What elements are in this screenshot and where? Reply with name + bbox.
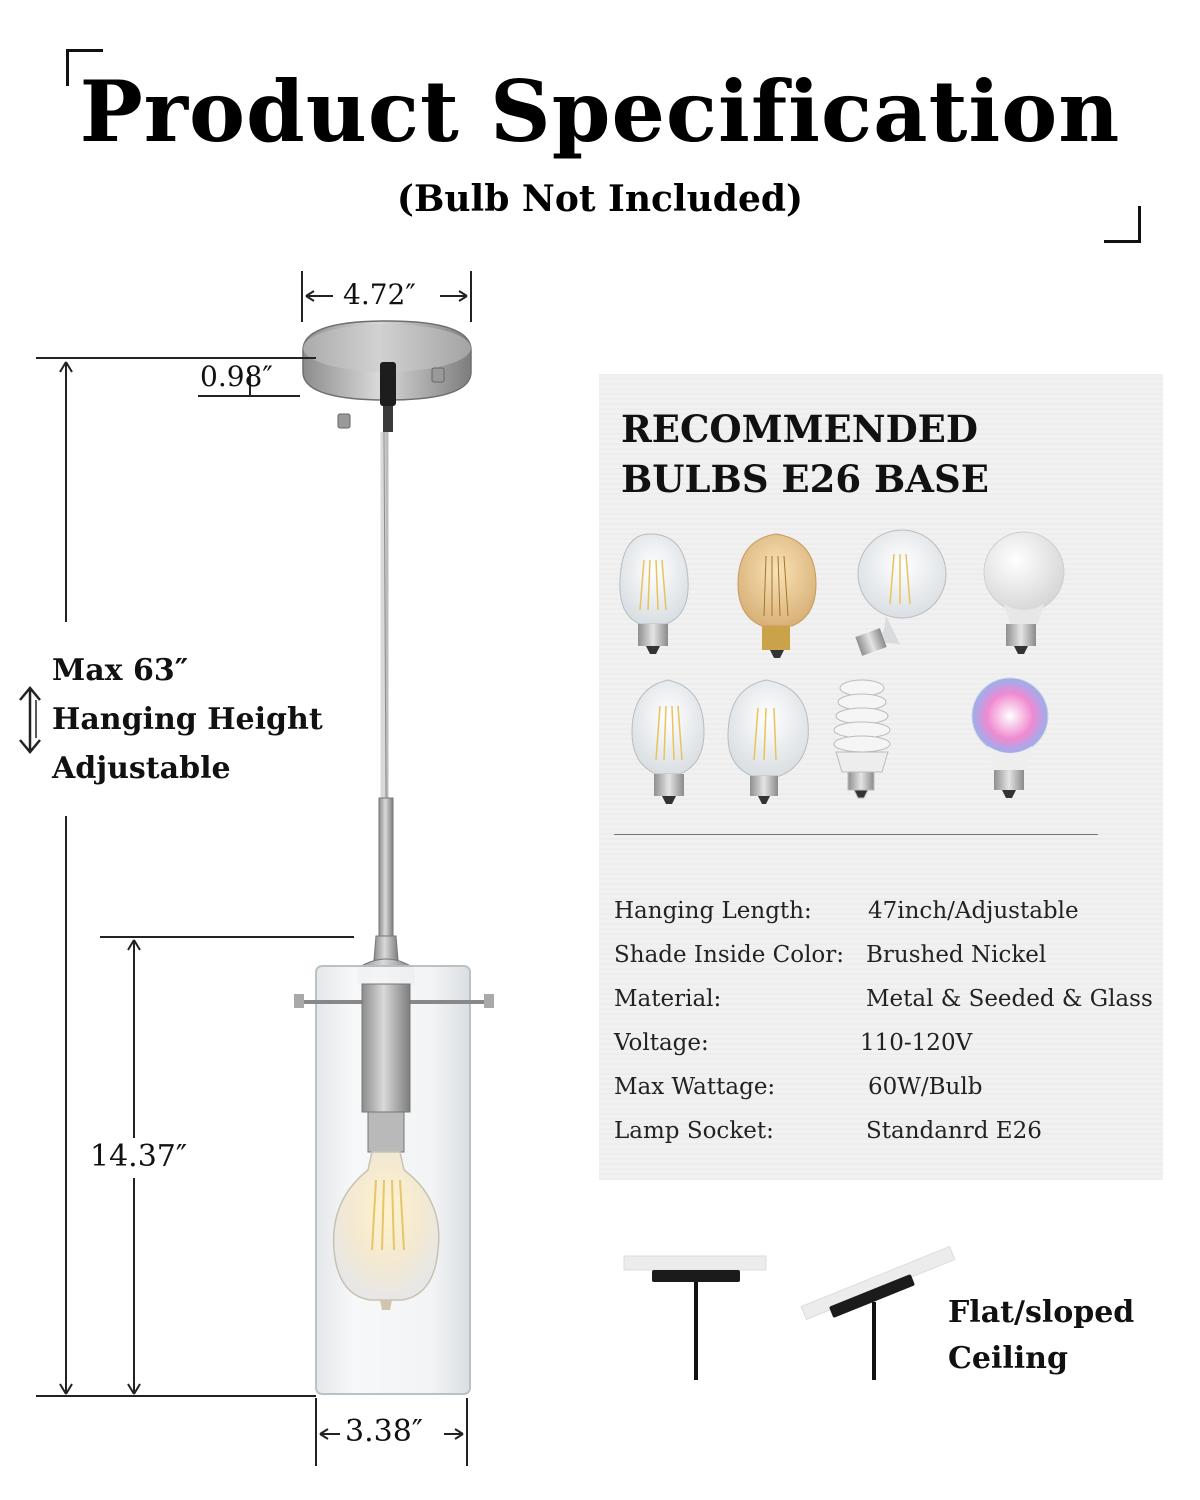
st58-filament-bulb-icon <box>728 680 808 804</box>
hanging-height-label <box>52 646 323 793</box>
rgb-smart-bulb-icon <box>972 678 1048 798</box>
canopy-width-label: 4.72″ <box>343 278 416 311</box>
spec-value: 47inch/Adjustable <box>868 898 1079 924</box>
spec-label: Shade Inside Color: <box>614 942 845 968</box>
page-subtitle: (Bulb Not Included) <box>396 178 804 220</box>
shade-width-label: 3.38″ <box>345 1414 424 1449</box>
ceiling-mount-icons <box>600 1230 960 1400</box>
panel-divider <box>614 834 1098 835</box>
g25-globe-bulb-icon <box>855 530 946 656</box>
adjust-arrows-icon <box>20 688 40 752</box>
spec-label: Hanging Length: <box>614 898 812 924</box>
spec-value: 110-120V <box>860 1030 973 1056</box>
page-title: Product Specification <box>79 62 1121 161</box>
spec-label: Material: <box>614 986 722 1012</box>
sloped-ceiling-icon <box>801 1247 955 1380</box>
spec-value: Metal & Seeded & Glass <box>866 986 1153 1012</box>
amber-vintage-bulb-icon <box>738 534 816 658</box>
spec-label: Lamp Socket: <box>614 1118 774 1144</box>
spec-value: Brushed Nickel <box>866 942 1047 968</box>
heading-line-1: RECOMMENDED <box>621 407 978 451</box>
recommended-bulbs-heading <box>621 404 989 504</box>
ceiling-label-line-1: Flat/sloped <box>948 1295 1135 1330</box>
hanging-height-line-2: Hanging Height <box>52 702 323 737</box>
st64-filament-bulb-icon <box>620 534 688 654</box>
a19-led-bulb-icon <box>984 532 1064 654</box>
spec-value: Standanrd E26 <box>866 1118 1042 1144</box>
st-filament-bulb-icon <box>632 680 704 804</box>
ceiling-canopy <box>303 321 471 432</box>
ceiling-type-label <box>948 1290 1134 1382</box>
spec-label: Voltage: <box>614 1030 709 1056</box>
hanging-height-line-1: Max 63″ <box>52 653 189 688</box>
canopy-height-dimension <box>36 358 316 396</box>
spiral-cfl-bulb-icon <box>834 680 890 798</box>
canopy-height-label: 0.98″ <box>200 360 273 393</box>
flat-ceiling-icon <box>624 1256 766 1380</box>
hanging-height-dimension <box>36 362 316 1396</box>
heading-line-2: BULBS E26 BASE <box>621 457 989 501</box>
lamp-stem <box>358 798 414 984</box>
power-cord <box>383 432 387 800</box>
shade-height-label: 14.37″ <box>90 1139 188 1174</box>
spec-value: 60W/Bulb <box>868 1074 983 1100</box>
recommended-bulbs-grid <box>600 520 1160 810</box>
spec-label: Max Wattage: <box>614 1074 776 1100</box>
hanging-height-line-3: Adjustable <box>52 751 231 786</box>
ceiling-label-line-2: Ceiling <box>948 1341 1068 1376</box>
